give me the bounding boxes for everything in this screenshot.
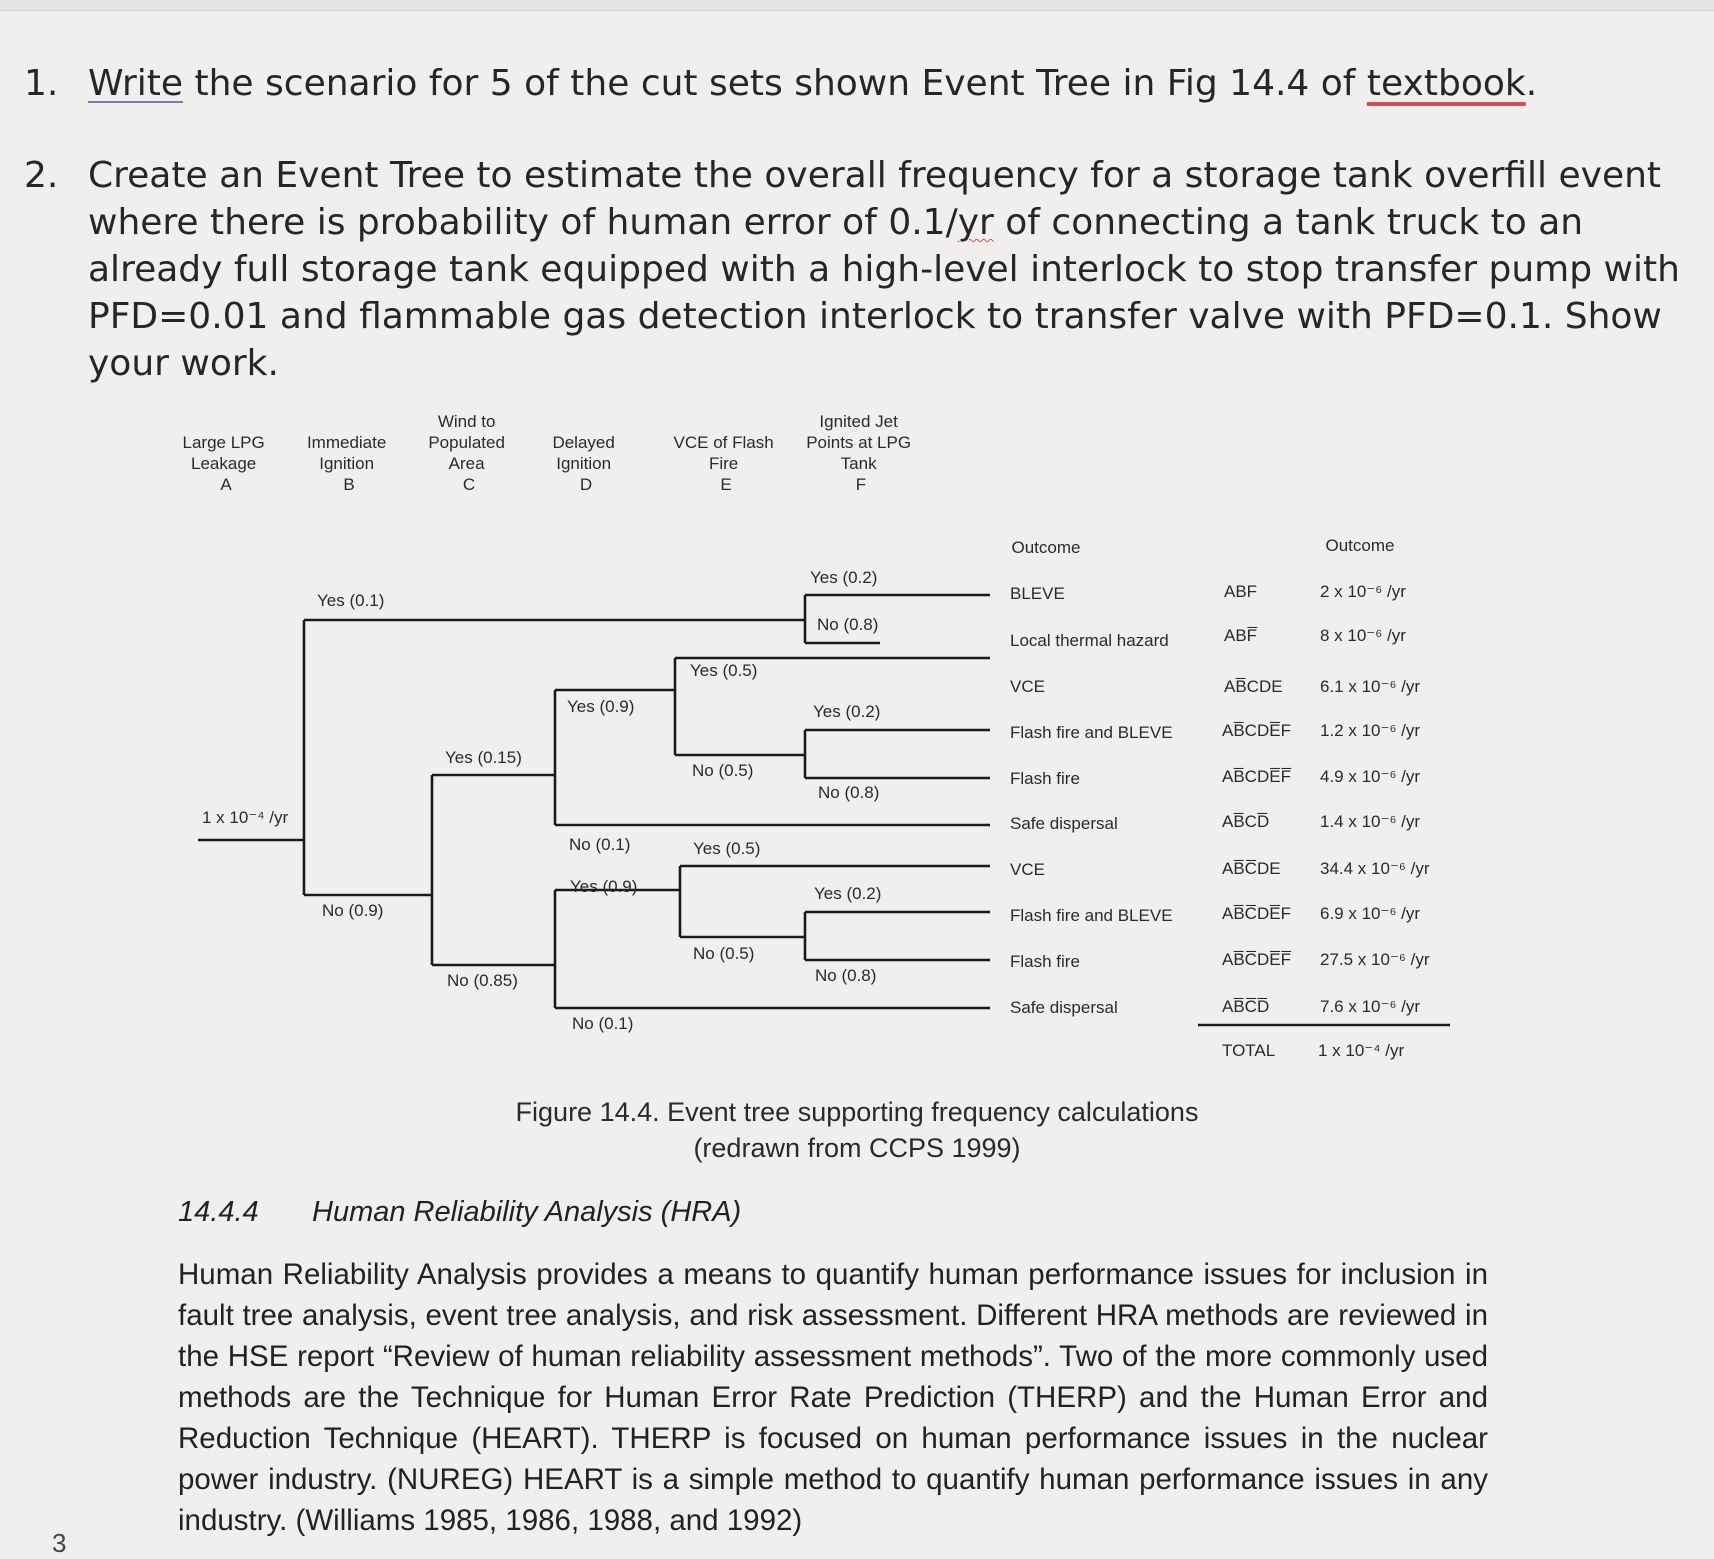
outcome-label: Safe dispersal [1010, 998, 1118, 1017]
page-number-fragment: 3 [52, 1528, 67, 1558]
branch-label: Yes (0.9) [570, 877, 638, 896]
total-frequency: 1 x 10⁻⁴ /yr [1318, 1041, 1405, 1060]
frequency: 6.9 x 10⁻⁶ /yr [1320, 904, 1421, 923]
cut-set: AB̅C̅DE [1222, 859, 1281, 878]
outcome-label: Flash fire [1010, 769, 1080, 788]
question-text-part: of connecting a tank truck to an already full storage tank equipped with a high-level interlock to stop transfer pump with PFD=0.01 and flammable gas detection interlock to transfer valve with PFD=0.1. Show your work. [88, 202, 1680, 384]
outcome-label: Flash fire [1010, 952, 1080, 971]
section-paragraph: Human Reliability Analysis provides a means to quantify human performance issues for inclusion in fault tree analysis, event tree analysis, and risk assessment. Different HRA methods are reviewed in the HSE report “Review of human reliability assessment methods”. Two of the more commonly used methods are the Technique for Human Error Rate Prediction (THERP) and the Human Error and Reduction Technique (HEART). THERP is focused on human performance issues in the nuclear power industry. (NUREG) HEART is a simple method to quantify human performance issues in any industry. (Williams 1985, 1986, 1988, and 1992) [178, 1258, 1488, 1537]
column-header-c: Wind to Populated Area C [428, 412, 505, 494]
frequency: 2 x 10⁻⁶ /yr [1320, 582, 1406, 601]
outcome-header: Outcome [1011, 538, 1081, 557]
section-number: 14.4.4 [178, 1196, 259, 1228]
branch-label: Yes (0.5) [693, 839, 761, 858]
question-text-part: yr [957, 202, 994, 243]
figure-caption-line-1: Figure 14.4. Event tree supporting frequency calculations [515, 1097, 1199, 1127]
outcome-label: VCE [1010, 677, 1045, 696]
frequency: 34.4 x 10⁻⁶ /yr [1320, 859, 1430, 878]
branch-label: Yes (0.2) [813, 702, 881, 721]
column-header-a: Large LPG Leakage A [182, 433, 265, 494]
branch-label: No (0.9) [322, 901, 384, 920]
outcome-label: Local thermal hazard [1010, 631, 1169, 650]
figure-caption-line-2: (redrawn from CCPS 1999) [693, 1133, 1021, 1163]
cut-set: ABF [1224, 582, 1258, 601]
section-title: Human Reliability Analysis (HRA) [312, 1196, 742, 1228]
branch-label: Yes (0.2) [810, 568, 878, 587]
outcome-header-2: Outcome [1325, 536, 1395, 555]
outcome-label: VCE [1010, 860, 1045, 879]
column-header-b: Immediate Ignition B [306, 433, 387, 494]
initiating-frequency: 1 x 10⁻⁴ /yr [202, 808, 289, 827]
outcome-label: Flash fire and BLEVE [1010, 906, 1173, 925]
branch-label: No (0.5) [692, 761, 754, 780]
frequency: 6.1 x 10⁻⁶ /yr [1320, 677, 1421, 696]
frequency: 8 x 10⁻⁶ /yr [1320, 626, 1406, 645]
column-header-e: VCE of Flash Fire E [673, 433, 774, 494]
branch-label: No (0.8) [815, 966, 877, 985]
cut-set: AB̅C̅DE̅F [1222, 904, 1291, 923]
cut-set: AB̅CDE [1224, 677, 1283, 696]
branch-label: No (0.8) [817, 615, 879, 634]
cut-set: ABF̅ [1224, 626, 1258, 645]
section-heading [178, 1196, 741, 1229]
column-header-f: Ignited Jet Points at LPG Tank F [806, 412, 912, 494]
branch-label: No (0.85) [447, 971, 518, 990]
frequency: 1.4 x 10⁻⁶ /yr [1320, 812, 1421, 831]
frequency: 7.6 x 10⁻⁶ /yr [1320, 997, 1421, 1016]
cut-set: AB̅C̅D̅ [1222, 997, 1270, 1016]
event-tree-diagram [0, 412, 1714, 1080]
branch-label: No (0.1) [572, 1014, 634, 1033]
cut-set: AB̅C̅DE̅F̅ [1222, 950, 1291, 969]
frequency: 1.2 x 10⁻⁶ /yr [1320, 721, 1421, 740]
question-text-part: Create an Event Tree to estimate the overall frequency for a storage tank overfill event where there is probability of human error of 0.1/ [88, 155, 1662, 243]
outcome-label: BLEVE [1010, 584, 1065, 603]
branch-label: Yes (0.2) [814, 884, 882, 903]
branch-label: Yes (0.15) [445, 748, 522, 767]
branch-label: No (0.1) [569, 835, 631, 854]
outcome-label: Safe dispersal [1010, 814, 1118, 833]
question-text [88, 60, 1688, 107]
question-text-part: Write [88, 63, 184, 104]
question-text [88, 152, 1688, 387]
branch-label: Yes (0.5) [690, 661, 758, 680]
question-text-part: textbook [1366, 63, 1526, 104]
cut-set: AB̅CDE̅F̅ [1222, 767, 1291, 786]
branch-label: Yes (0.9) [567, 697, 635, 716]
branch-label: No (0.5) [693, 944, 755, 963]
frequency: 4.9 x 10⁻⁶ /yr [1320, 767, 1421, 786]
column-header-d: Delayed Ignition D [552, 433, 615, 494]
outcome-label: Flash fire and BLEVE [1010, 723, 1173, 742]
branch-label: No (0.8) [818, 783, 880, 802]
question-number: 1. [24, 63, 59, 104]
question-text-part: the scenario for 5 of the cut sets shown Event Tree in Fig 14.4 of [183, 63, 1367, 104]
cut-set: AB̅CDE̅F [1222, 721, 1291, 740]
question-text-part: . [1525, 63, 1538, 104]
cut-set: AB̅CD̅ [1222, 812, 1270, 831]
branch-label: Yes (0.1) [317, 591, 385, 610]
screen-top-edge [0, 0, 1714, 11]
question-number: 2. [24, 155, 59, 196]
frequency: 27.5 x 10⁻⁶ /yr [1320, 950, 1430, 969]
total-label: TOTAL [1222, 1041, 1276, 1060]
